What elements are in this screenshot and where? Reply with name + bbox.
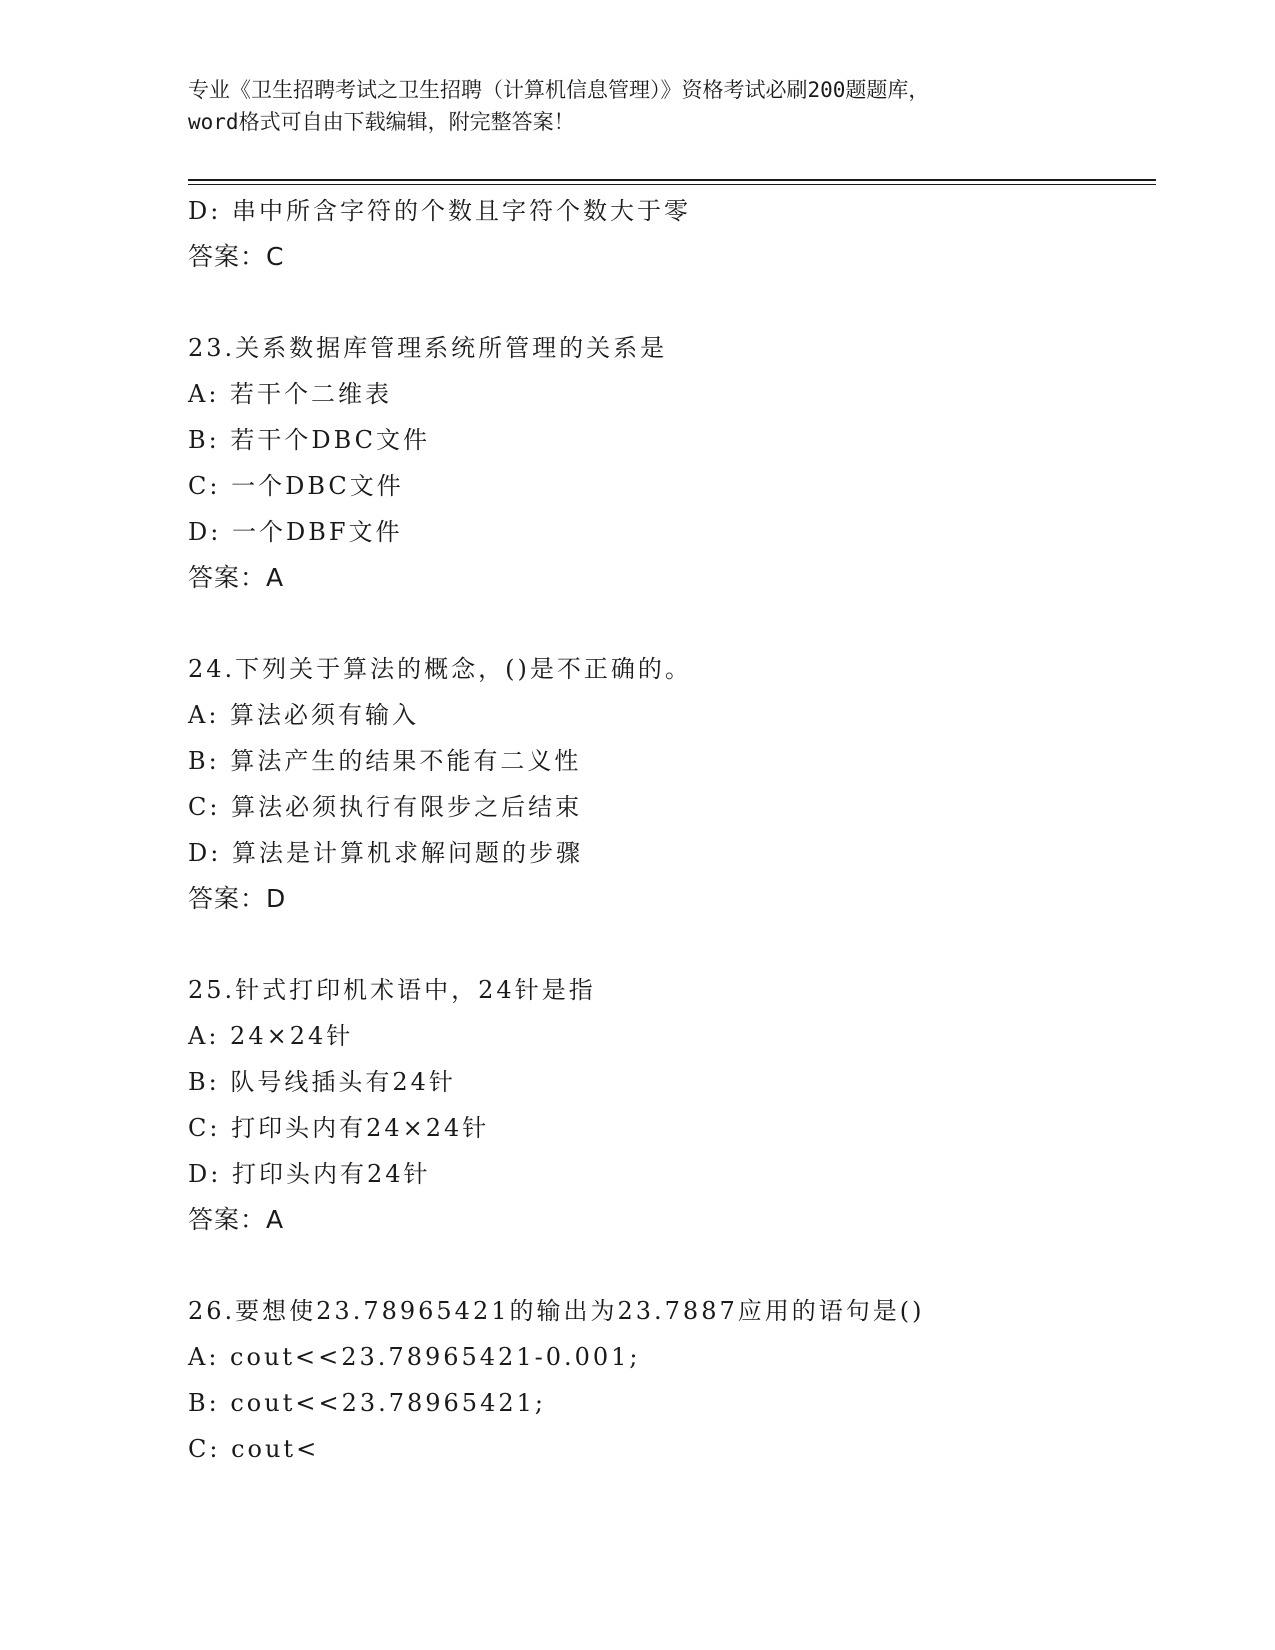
question-spacer <box>188 922 1148 967</box>
question-stem: 24.下列关于算法的概念，()是不正确的。 <box>188 655 692 683</box>
question-spacer <box>188 280 1148 325</box>
header-divider-thin <box>188 184 1156 185</box>
option-a: A: 算法必须有输入 <box>188 701 420 729</box>
prev-question-answer: 答案：C <box>188 242 285 271</box>
option-c: C: cout< <box>188 1435 320 1463</box>
question-23 <box>188 325 1148 601</box>
option-d: D: 一个DBF文件 <box>188 518 403 546</box>
question-spacer <box>188 601 1148 646</box>
header-divider-thick <box>188 179 1156 181</box>
option-a: A: 若干个二维表 <box>188 380 393 408</box>
question-spacer <box>188 1243 1148 1288</box>
option-d: D: 算法是计算机求解问题的步骤 <box>188 839 583 867</box>
header-title-line-2: word格式可自由下载编辑，附完整答案！ <box>188 110 575 134</box>
question-answer: 答案：D <box>188 884 287 913</box>
prev-question-option-d: D: 串中所含字符的个数且字符个数大于零 <box>188 197 691 225</box>
question-stem: 25.针式打印机术语中，24针是指 <box>188 976 596 1004</box>
option-b: B: cout<<23.78965421; <box>188 1389 546 1417</box>
question-25 <box>188 967 1148 1243</box>
question-stem: 23.关系数据库管理系统所管理的关系是 <box>188 334 668 362</box>
option-c: C: 一个DBC文件 <box>188 472 404 500</box>
option-c: C: 算法必须执行有限步之后结束 <box>188 793 583 821</box>
question-24 <box>188 646 1148 922</box>
question-26 <box>188 1288 1148 1472</box>
option-b: B: 队号线插头有24针 <box>188 1068 456 1096</box>
header-title-line-1: 专业《卫生招聘考试之卫生招聘（计算机信息管理）》资格考试必刷200题题库， <box>188 78 930 102</box>
question-answer: 答案：A <box>188 1205 285 1234</box>
option-b: B: 算法产生的结果不能有二义性 <box>188 747 582 775</box>
question-list <box>188 188 1148 1472</box>
option-b: B: 若干个DBC文件 <box>188 426 431 454</box>
option-c: C: 打印头内有24×24针 <box>188 1114 490 1142</box>
option-d: D: 打印头内有24针 <box>188 1160 431 1188</box>
question-stem: 26.要想使23.78965421的输出为23.7887应用的语句是() <box>188 1297 925 1325</box>
option-a: A: cout<<23.78965421-0.001; <box>188 1343 641 1371</box>
option-a: A: 24×24针 <box>188 1022 354 1050</box>
question-answer: 答案：A <box>188 563 285 592</box>
document-header <box>188 74 1088 138</box>
